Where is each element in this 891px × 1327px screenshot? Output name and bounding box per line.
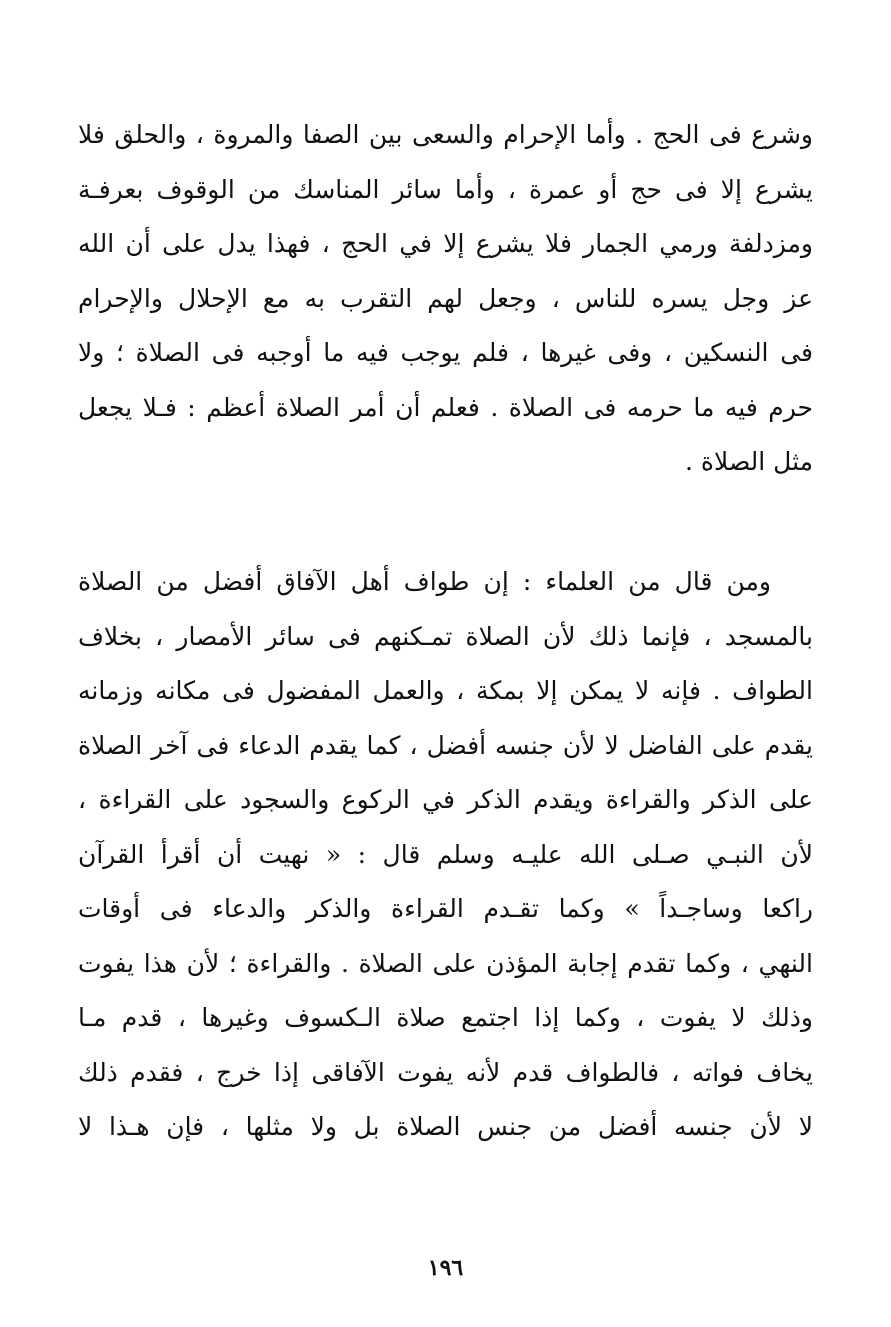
text-line: راكعا وساجـداً » وكما تقـدم القراءة والذكر والدعاء فى أوقات: [78, 894, 813, 923]
text-line: يقدم على الفاضل لا لأن جنسه أفضل ، كما يقدم الدعاء فى آخر الصلاة: [78, 730, 813, 760]
text-line: وذلك لا يفوت ، وكما إذا اجتمع صلاة الـكسوف وغيرها ، قدم مـا: [78, 1003, 813, 1032]
text-line: الطواف . فإنه لا يمكن إلا بمكة ، والعمل المفضول فى مكانه وزمانه: [78, 676, 813, 705]
text-line: مثل الصلاة .: [685, 447, 813, 476]
text-line: وشرع فى الحج . وأما الإحرام والسعى بين الصفا والمروة ، والحلق فلا: [78, 120, 813, 149]
paragraph-2: [78, 555, 813, 1155]
text-line: عز وجل يسره للناس ، وجعل لهم التقرب به مع الإحلال والإحرام: [78, 283, 813, 313]
page-number: ١٩٦: [427, 1255, 464, 1281]
text-line: لأن النبـي صـلى الله عليـه وسلم قال : « نهيت أن أقرأ القرآن: [78, 839, 813, 869]
text-line: على الذكر والقراءة ويقدم الذكر في الركوع والسجود على القراءة ،: [78, 785, 813, 814]
text-line: يخاف فواته ، فالطواف قدم لأنه يفوت الآفاقى إذا خرج ، فقدم ذلك: [78, 1057, 813, 1087]
text-line: يشرع إلا فى حج أو عمرة ، وأما سائر المناسك من الوقوف بعرفـة: [78, 174, 813, 204]
text-line: ومن قال من العلماء : إن طواف أهل الآفاق أفضل من الصلاة: [78, 567, 771, 596]
text-line: فى النسكين ، وفى غيرها ، فلم يوجب فيه ما أوجبه فى الصلاة ؛ ولا: [78, 338, 813, 367]
paragraph-1: [78, 108, 813, 490]
text-line: النهي ، وكما تقدم إجابة المؤذن على الصلاة . والقراءة ؛ لأن هذا يفوت: [78, 948, 813, 978]
text-line: بالمسجد ، فإنما ذلك لأن الصلاة تمـكنهم فى سائر الأمصار ، بخلاف: [78, 621, 813, 651]
text-line: لا لأن جنسه أفضل من جنس الصلاة بل ولا مثلها ، فإن هـذا لا: [78, 1112, 813, 1141]
text-line: حرم فيه ما حرمه فى الصلاة . فعلم أن أمر الصلاة أعظم : فـلا يجعل: [78, 392, 813, 422]
text-line: ومزدلفة ورمي الجمار فلا يشرع إلا في الحج ، فهذا يدل على أن الله: [78, 229, 813, 258]
